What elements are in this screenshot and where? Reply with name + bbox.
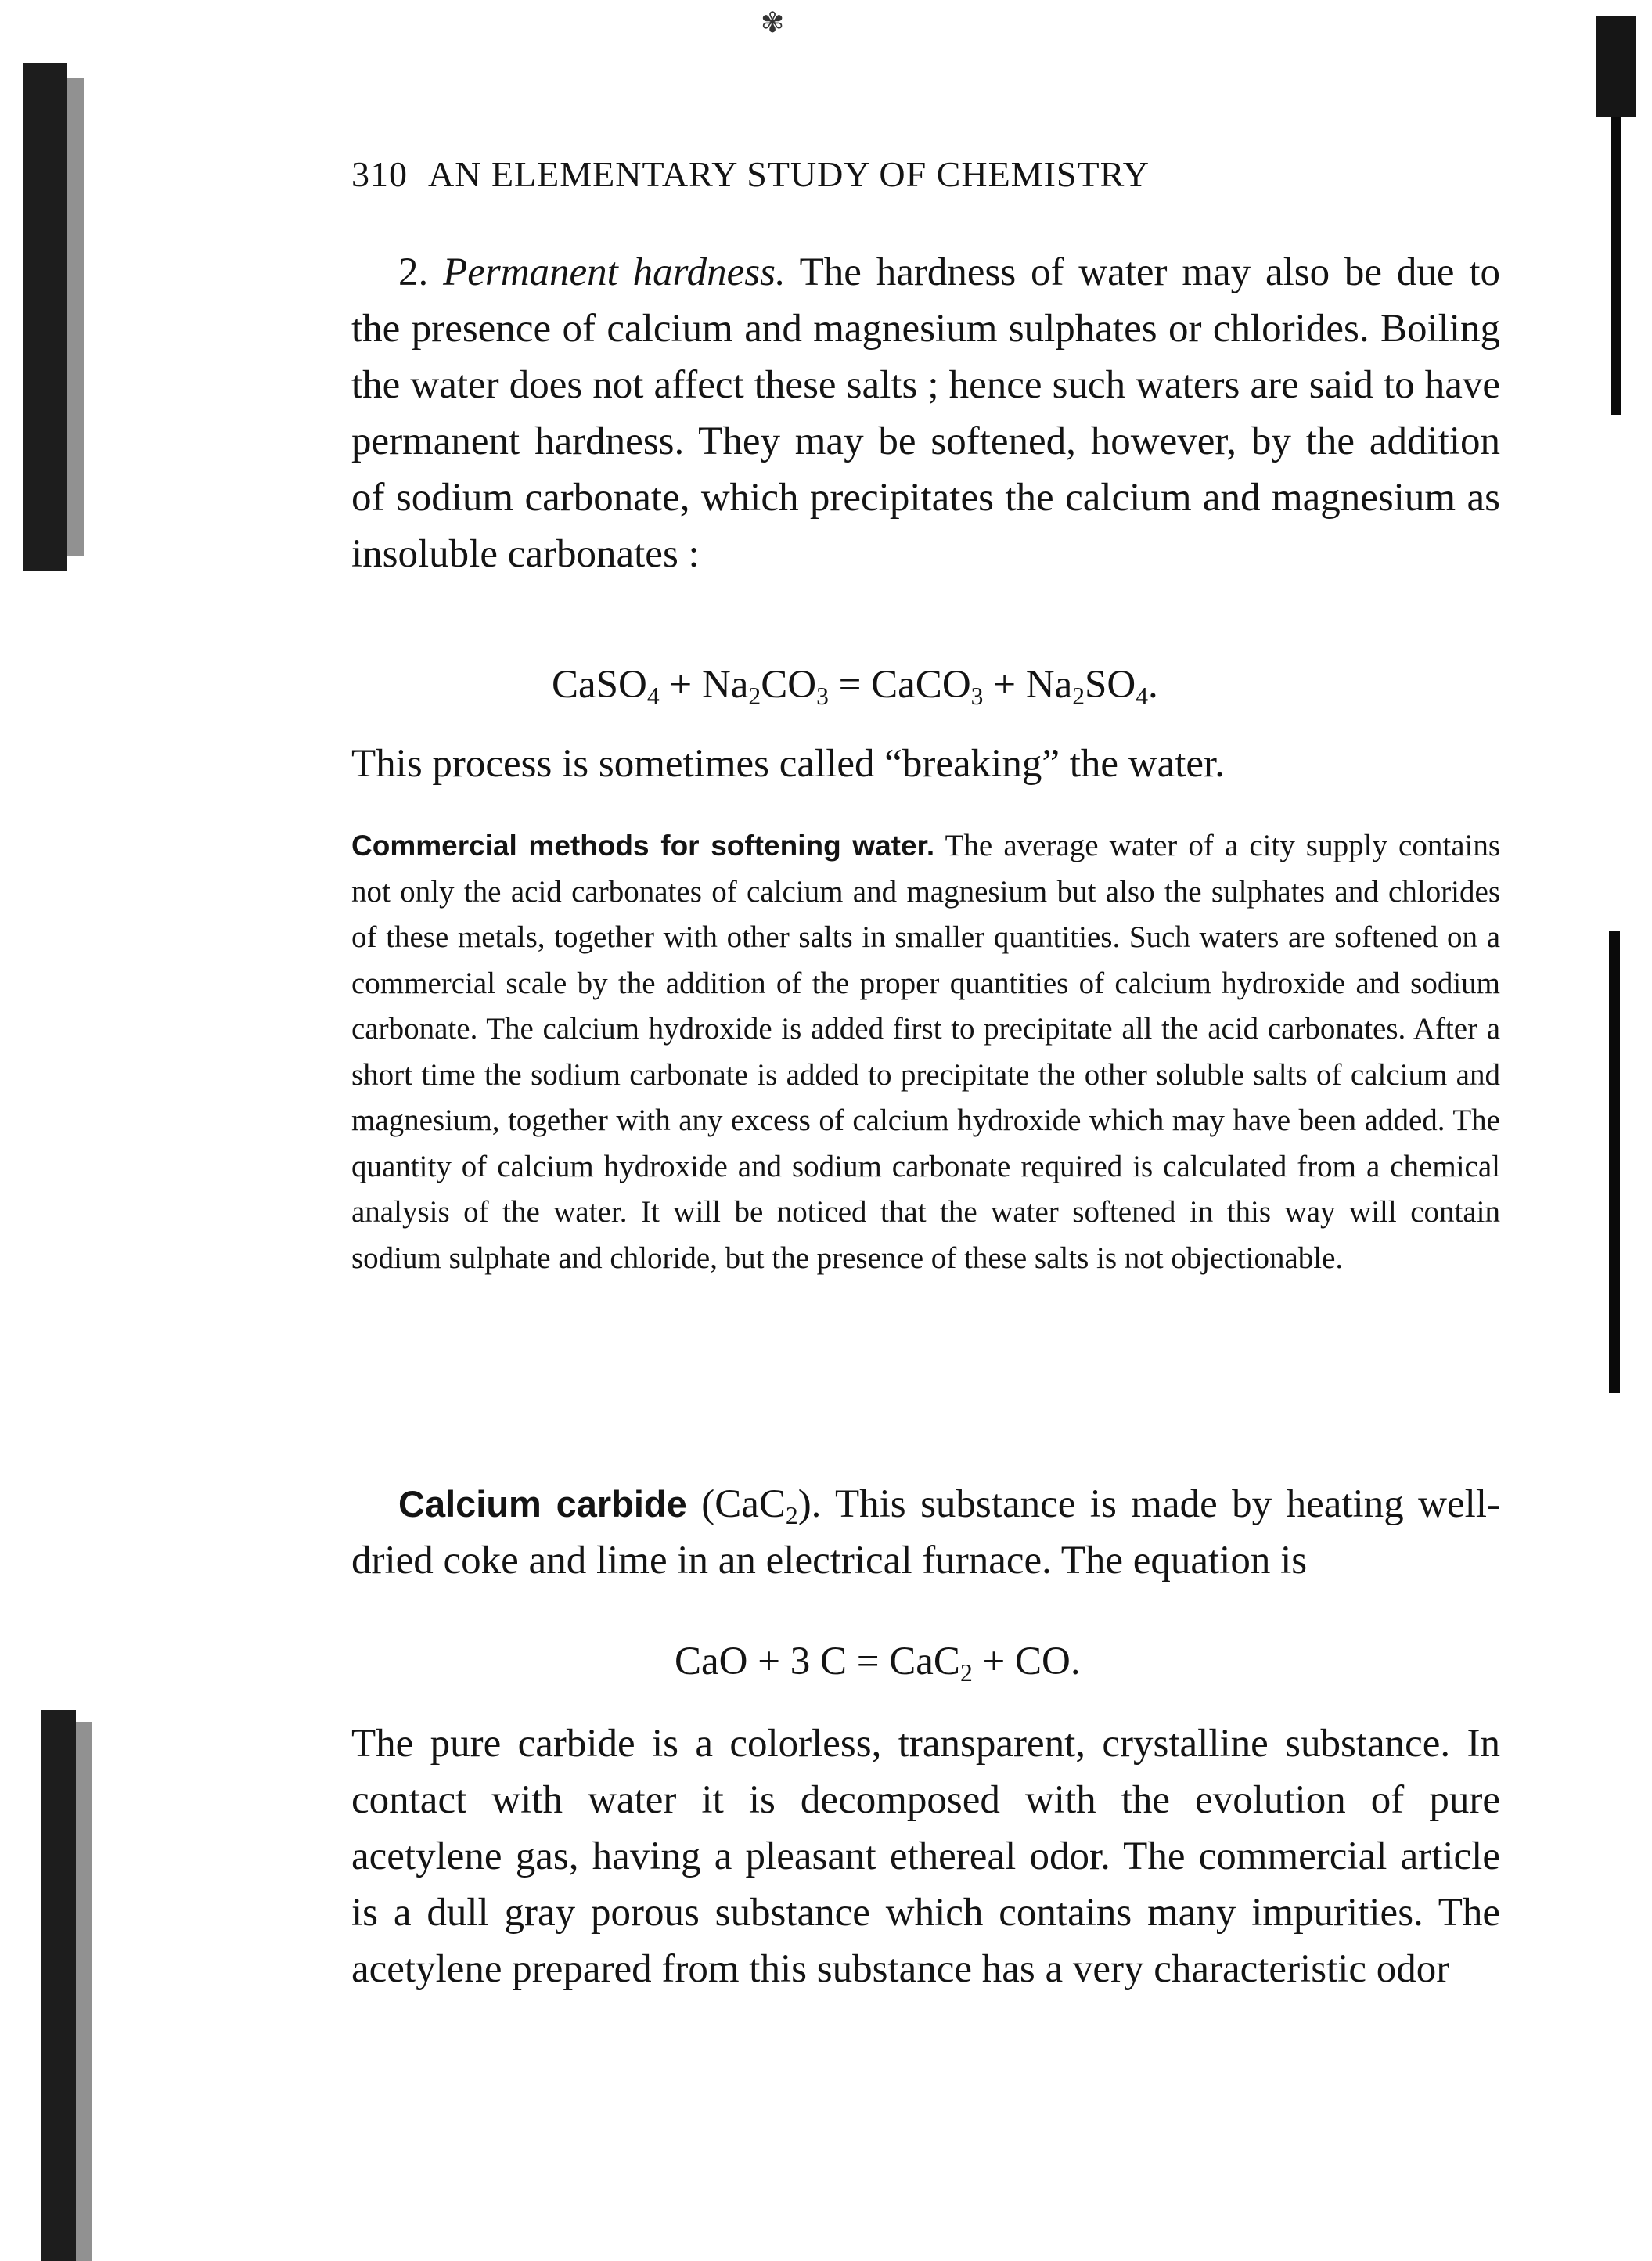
eq1-sub-d2: 4 xyxy=(1136,682,1149,710)
eq2-sub: 2 xyxy=(959,1658,973,1687)
eq1-sub-b2: 3 xyxy=(816,682,829,710)
eq1-op1: + xyxy=(659,663,702,707)
carbide-equation xyxy=(675,1639,1081,1687)
eq1-sub-a: 4 xyxy=(646,682,660,710)
sulphate-equation xyxy=(552,662,1158,710)
eq1-term-a: CaSO xyxy=(552,663,647,707)
commercial-title: Commercial methods for softening water. xyxy=(351,830,935,862)
eq1-sub-d1: 2 xyxy=(1072,682,1085,710)
commercial-text: The average water of a city supply contains not only the acid carbonates of calcium and magnesium but also the sulphates and chlorides of these metals, together with other salts in smaller quantities. Such waters are softened on a commercial scale by the addition of the proper quantities of calcium hydroxide and sodium carbonate. The calcium hydroxide is added first to precipitate all the acid carbonates. After a short time the sodium carbonate is added to precipitate the other soluble salts of calcium and magnesium, together with any excess of calcium hydroxide which may have been added. The quantity of calcium hydroxide and sodium carbonate required is calculated from a chemical analysis of the water. It will be noticed that the water softened in this way will contain sodium sulphate and chloride, but the presence of these salts is not objectionable. xyxy=(351,829,1501,1275)
scan-edge-left-bottom-fringe xyxy=(76,1722,92,2261)
running-head xyxy=(351,153,1500,195)
eq1-term-b: Na xyxy=(701,663,749,707)
eq1-term-b2: CO xyxy=(761,663,817,707)
carbide-text: This substance is made by heating well-dried coke and lime in an electrical furnace. The equation is xyxy=(351,1482,1500,1582)
carbide-title: Calcium carbide xyxy=(398,1483,687,1525)
scan-edge-right-upper-line xyxy=(1611,117,1621,415)
eq1-term-d: Na xyxy=(1025,663,1073,707)
page-ornament: ✾ xyxy=(761,7,785,38)
eq1-equals: = xyxy=(828,663,872,707)
eq1-end: . xyxy=(1148,663,1158,707)
breaking-sentence: This process is sometimes called “breaking” the water. xyxy=(351,742,1225,786)
calcium-carbide-paragraph xyxy=(351,1476,1500,1589)
eq1-term-c: CaCO xyxy=(871,663,971,707)
eq2-left: CaO + 3 C = CaC xyxy=(675,1640,960,1683)
carbide-formula-open: (CaC xyxy=(701,1482,786,1526)
scan-edge-left-bottom xyxy=(41,1710,76,2261)
eq1-sub-c: 3 xyxy=(970,682,984,710)
carbide-formula-sub: 2 xyxy=(785,1501,798,1529)
scan-edge-left-top xyxy=(23,63,67,571)
scan-edge-right-top xyxy=(1596,16,1636,117)
section-number: 2. xyxy=(398,250,429,294)
carbide-formula-close: ). xyxy=(797,1482,822,1526)
scan-edge-right-middle-line xyxy=(1609,931,1620,1393)
eq1-sub-b1: 2 xyxy=(748,682,761,710)
page-number: 310 xyxy=(351,154,408,194)
running-title: AN ELEMENTARY STUDY OF CHEMISTRY xyxy=(428,154,1150,194)
eq1-op2: + xyxy=(983,663,1026,707)
section-title: Permanent hardness. xyxy=(443,250,786,294)
section-text: The hardness of water may also be due to the presence of calcium and magnesium sulphates or chlorides. Boiling the water does not affect these salts ; hence such waters are said to have permanent hardness. They may be softened, however, by the addition of sodium carbonate, which precipitates the calcium and magnesium as insoluble carbonates : xyxy=(351,250,1500,576)
eq1-term-d2: SO xyxy=(1085,663,1136,707)
eq2-right: + CO. xyxy=(972,1640,1081,1683)
scan-edge-left-top-fringe xyxy=(67,78,84,556)
pure-carbide-paragraph: The pure carbide is a colorless, transparent, crystalline substance. In contact with water it is decomposed with the evolution of pure acetylene gas, having a pleasant ethereal odor. The commercial article is a dull gray porous substance which contains many impurities. The acetylene prepared from this substance has a very characteristic odor xyxy=(351,1722,1500,1991)
permanent-hardness-paragraph xyxy=(351,244,1500,582)
commercial-methods-paragraph xyxy=(351,823,1500,1281)
